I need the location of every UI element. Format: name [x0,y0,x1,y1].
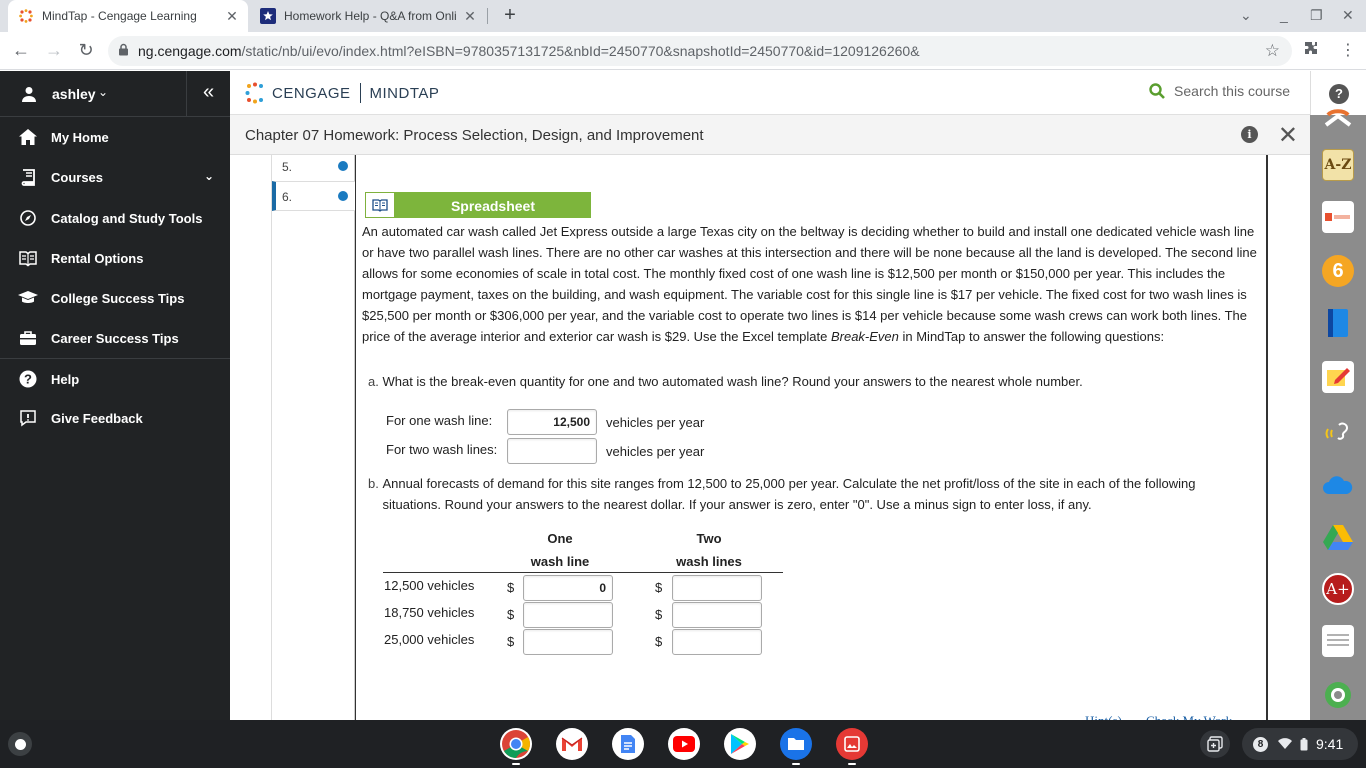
currency-sign: $ [655,607,663,622]
gallery-icon[interactable] [836,728,868,760]
part-a-text: What is the break-even quantity for one and two automated wash line? Round your answers to the nearest whole number. [382,374,1083,389]
user-icon [22,86,36,102]
profit-two-12500-input[interactable] [672,575,762,601]
left-sidebar [0,71,230,720]
clock-time: 9:41 [1316,736,1344,752]
col-two-header-2: wash lines [676,554,742,569]
profit-one-25000-input[interactable] [523,629,613,655]
home-icon [19,128,37,146]
profit-two-25000-input[interactable] [672,629,762,655]
notification-count-badge: 8 [1253,737,1268,752]
question-stem [362,221,1264,347]
tab-homework-help[interactable] [250,0,486,32]
sidebar-item-label: Give Feedback [51,410,143,426]
os-shelf [0,720,1366,768]
launcher-icon[interactable] [8,732,32,756]
brand-mindtap: MINDTAP [369,84,440,102]
battery-icon [1300,738,1308,751]
table-row-label: 12,500 vehicles [384,578,475,593]
brand-divider [360,83,361,103]
break-even-one-label: For one wash line: [386,413,493,428]
col-one-header-2: wash line [530,554,590,569]
question-number: 5. [282,160,293,174]
lock-icon [118,43,130,59]
question-nav-item-5[interactable] [272,152,355,182]
currency-sign: $ [507,580,515,595]
green-ring-icon[interactable] [1322,679,1354,711]
chrome-menu-icon[interactable]: ⋮ [1340,42,1356,59]
compass-icon [19,209,37,227]
wifi-icon [1278,738,1292,750]
gmail-icon[interactable] [556,728,588,760]
currency-sign: $ [507,607,515,622]
course-search[interactable] [1149,83,1290,99]
sidebar-item-courses[interactable] [0,157,230,197]
col-two-header-1: Two [696,531,722,546]
tab-title: MindTap - Cengage Learning [42,9,197,23]
tab-mindtap[interactable] [8,0,248,32]
stem-template-name: Break-Even [830,329,899,344]
a-z-dictionary-icon[interactable]: A-Z [1322,149,1354,181]
holding-space-icon [1207,736,1223,752]
answered-dot-icon [338,161,348,171]
tab-separator [487,8,488,24]
currency-sign: $ [655,580,663,595]
tab-close-icon[interactable]: ✕ [464,7,476,24]
question-nav-item-6[interactable] [272,181,355,211]
question-navigator [271,155,355,720]
restore-icon[interactable]: ❐ [1310,7,1323,23]
graduation-cap-icon [19,289,37,307]
svg-text:?: ? [24,371,32,387]
app-rail [1310,71,1366,720]
readspeaker-icon[interactable] [1322,415,1354,447]
sidebar-item-label: My Home [51,129,109,145]
activity-content [230,155,1310,720]
table-row-label: 18,750 vehicles [384,605,475,620]
stem-text: An automated car wash called Jet Express outside a large Texas city on the beltway is deciding whether to build and install one dedicated vehicle wash line or have two parallel wash lines. There are no other car washes at this intersection and there will be none because all the land is developed. The second line allows for some economies of scale in total cost. The monthly fixed cost of one wash line is $12,500 per month or $150,000 per year. This includes the mortgage payment, taxes on the building, and wash equipment. The variable cost for this single line is $17 per vehicle. The fixed cost for two wash lines is $25,500 per month or $306,000 per year, and the variable cost to operate two lines is $14 per vehicle because some wash crews can work both lines. The price of the average interior and exterior car wash is $29. Use the Excel template [362,224,1257,344]
sidebar-item-help[interactable] [0,359,230,399]
chrome-icon[interactable] [500,728,532,760]
user-name: ashley [52,86,96,102]
cengage-favicon-icon [18,8,34,24]
search-placeholder: Search this course [1174,83,1290,99]
book-icon [19,168,37,186]
sidebar-item-label: Help [51,371,80,387]
forward-arrow-icon[interactable]: → [45,40,63,60]
window-close-icon[interactable]: ✕ [1342,7,1354,23]
open-book-icon [365,192,395,218]
briefcase-icon [19,329,37,347]
sidebar-item-label: Career Success Tips [51,330,179,346]
table-row-label: 25,000 vehicles [384,632,475,647]
minimize-icon[interactable]: _ [1280,7,1288,23]
close-icon[interactable]: ✕ [1277,122,1298,149]
sidebar-item-career-success[interactable] [0,318,230,358]
search-icon [1149,83,1165,99]
new-tab-icon[interactable]: + [504,4,516,26]
star-favicon-icon [260,8,276,24]
unit-label: vehicles per year [606,415,705,430]
help-icon: ? [1329,84,1349,104]
notebook-icon[interactable] [1322,307,1354,339]
notes-icon[interactable] [1322,361,1354,393]
col-one-header-1: One [547,531,573,546]
chapter-bar [230,115,1310,155]
info-icon[interactable]: i [1241,126,1258,143]
stem-text-end: in MindTap to answer the following questions: [898,329,1165,344]
rental-book-icon [19,249,37,267]
sidebar-item-rental-options[interactable] [0,238,230,278]
sidebar-item-label: College Success Tips [51,290,185,306]
part-a-prompt [368,374,1258,389]
cengage-logo-icon [244,82,266,104]
sidebar-item-label: Catalog and Study Tools [51,210,203,226]
question-number: 6. [282,190,293,204]
break-even-one-input[interactable]: 12,500 [507,409,597,435]
sidebar-item-label: Courses [51,169,104,185]
brand-cengage: CENGAGE [272,84,351,102]
play-store-icon[interactable] [724,728,756,760]
part-letter: a. [368,374,379,389]
reload-icon[interactable]: ↻ [78,40,94,60]
profit-one-12500-input[interactable]: 0 [523,575,613,601]
spreadsheet-badge[interactable] [365,192,591,218]
question-panel [355,155,1268,720]
page-title: Chapter 07 Homework: Process Selection, Design, and Improvement [245,127,704,144]
aplus-icon[interactable]: A+ [1322,573,1354,605]
running-indicator [848,763,856,765]
url-path: /static/nb/ui/evo/index.html?eISBN=9780357131725&nbId=2450770&snapshotId=2450770&id=1209126260& [241,43,920,59]
unit-label: vehicles per year [606,444,705,459]
system-tray[interactable] [1242,728,1358,760]
chevron-down-icon: ⌄ [203,169,214,183]
sidebar-item-give-feedback[interactable] [0,398,230,438]
tab-title: Homework Help - Q&A from Onli [284,9,457,23]
address-bar-row [0,32,1366,70]
docs-icon[interactable] [612,728,644,760]
currency-sign: $ [507,634,515,649]
sidebar-item-my-home[interactable] [0,117,230,157]
app-header [230,71,1310,115]
part-letter: b. [368,476,379,491]
stack-icon[interactable] [1322,109,1354,131]
office-icon[interactable] [1322,201,1354,233]
files-icon[interactable] [780,728,812,760]
part-b-text: Annual forecasts of demand for this site ranges from 12,500 to 25,000 per year. Calculate the net profit/loss of the site in each of the following situations. Round your answers to the nearest dollar. If your answer is zero, enter "0". Use a minus sign to enter loss, if any. [382,476,1196,512]
break-even-two-label: For two wash lines: [386,442,498,457]
profit-one-18750-input[interactable] [523,602,613,628]
cengage-mindtap-logo[interactable] [244,82,439,104]
holding-space-button[interactable] [1200,730,1230,758]
spreadsheet-label: Spreadsheet [395,192,591,218]
url-field[interactable] [108,36,1292,66]
google-drive-icon[interactable] [1322,521,1354,553]
tab-search-icon[interactable]: ⌄ [1240,7,1252,23]
break-even-two-input[interactable] [507,438,597,464]
sidebar-item-college-success[interactable] [0,278,230,318]
circle-6-icon[interactable]: 6 [1322,255,1354,287]
chevron-down-icon: ⌄ [98,85,109,99]
table-header-rule [383,572,783,573]
rss-list-icon[interactable] [1322,625,1354,657]
feedback-icon [19,409,37,427]
tab-close-icon[interactable]: ✕ [226,7,238,24]
sidebar-item-label: Rental Options [51,250,144,266]
running-indicator [792,763,800,765]
part-b-prompt [368,473,1258,515]
collapse-sidebar-button[interactable]: « [186,71,230,117]
onedrive-cloud-icon[interactable] [1322,469,1354,501]
profit-two-18750-input[interactable] [672,602,762,628]
running-indicator [512,763,520,765]
youtube-icon[interactable] [668,728,700,760]
answered-dot-icon [338,191,348,201]
extensions-puzzle-icon[interactable] [1303,40,1319,61]
sidebar-item-catalog[interactable] [0,198,230,238]
url-host: ng.cengage.com [138,43,242,59]
currency-sign: $ [655,634,663,649]
back-arrow-icon[interactable]: ← [12,40,30,60]
browser-tab-bar [0,0,1366,32]
bookmark-star-icon[interactable]: ☆ [1264,41,1280,60]
help-circle-icon [19,370,37,388]
